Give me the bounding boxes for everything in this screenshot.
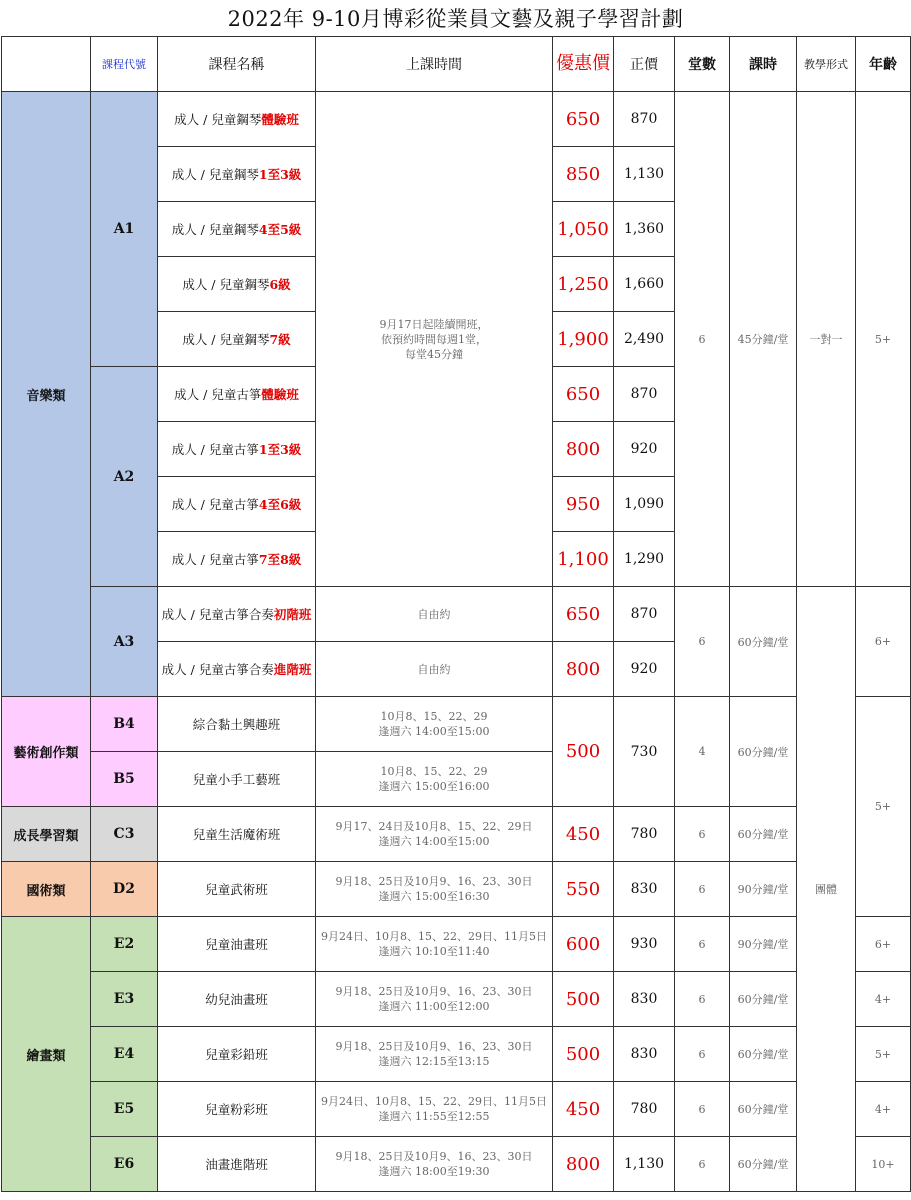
category-music: 音樂類 (2, 92, 91, 697)
age: 6+ (856, 917, 911, 972)
header-lessons: 堂數 (675, 37, 730, 92)
discount-price: 800 (553, 1137, 614, 1192)
regular-price: 2,490 (614, 312, 675, 367)
table-row (2, 92, 911, 147)
duration: 60分鐘/堂 (730, 807, 797, 862)
a3-duration: 60分鐘/堂 (730, 587, 797, 697)
discount-price: 800 (553, 642, 614, 697)
music-format: 一對一 (797, 92, 856, 587)
discount-price: 1,900 (553, 312, 614, 367)
course-code: B4 (91, 697, 158, 752)
course-code: E4 (91, 1027, 158, 1082)
course-code: E6 (91, 1137, 158, 1192)
regular-price: 930 (614, 917, 675, 972)
course-name: 成人 / 兒童鋼琴4至5級 (158, 202, 316, 257)
header-code: 課程代號 (91, 37, 158, 92)
table-row (2, 807, 911, 862)
table-row (2, 1082, 911, 1137)
table-row (2, 972, 911, 1027)
music-lessons: 6 (675, 92, 730, 587)
duration: 60分鐘/堂 (730, 1137, 797, 1192)
code-a3: A3 (91, 587, 158, 697)
header-age: 年齡 (856, 37, 911, 92)
b-duration: 60分鐘/堂 (730, 697, 797, 807)
regular-price: 870 (614, 367, 675, 422)
regular-price: 1,090 (614, 477, 675, 532)
category-martial: 國術類 (2, 862, 91, 917)
table-row (2, 697, 911, 752)
course-name: 成人 / 兒童鋼琴體驗班 (158, 92, 316, 147)
course-time: 9月17、24日及10月8、15、22、29日 逢週六 14:00至15:00 (316, 807, 553, 862)
duration: 90分鐘/堂 (730, 862, 797, 917)
course-time: 9月24日、10月8、15、22、29日、11月5日 逢週六 11:55至12:55 (316, 1082, 553, 1137)
discount-price: 1,050 (553, 202, 614, 257)
regular-price: 1,290 (614, 532, 675, 587)
regular-price: 1,130 (614, 1137, 675, 1192)
b-age: 5+ (856, 697, 911, 917)
lessons: 6 (675, 862, 730, 917)
course-name: 兒童粉彩班 (158, 1082, 316, 1137)
course-time: 9月18、25日及10月9、16、23、30日 逢週六 15:00至16:30 (316, 862, 553, 917)
category-art: 藝術創作類 (2, 697, 91, 807)
regular-price: 830 (614, 862, 675, 917)
table-row (2, 862, 911, 917)
course-name: 兒童彩鉛班 (158, 1027, 316, 1082)
course-time: 自由約 (316, 587, 553, 642)
discount-price: 850 (553, 147, 614, 202)
regular-price: 1,130 (614, 147, 675, 202)
regular-price: 870 (614, 92, 675, 147)
regular-price: 830 (614, 1027, 675, 1082)
table-row (2, 1137, 911, 1192)
discount-price: 1,250 (553, 257, 614, 312)
regular-price: 730 (614, 697, 675, 807)
course-time: 9月24日、10月8、15、22、29日、11月5日 逢週六 10:10至11:40 (316, 917, 553, 972)
course-time: 自由約 (316, 642, 553, 697)
course-name: 成人 / 兒童古箏1至3級 (158, 422, 316, 477)
lessons: 6 (675, 1137, 730, 1192)
regular-price: 830 (614, 972, 675, 1027)
regular-price: 1,360 (614, 202, 675, 257)
music-duration: 45分鐘/堂 (730, 92, 797, 587)
duration: 60分鐘/堂 (730, 1082, 797, 1137)
course-name: 兒童生活魔術班 (158, 807, 316, 862)
course-time: 10月8、15、22、29 逢週六 14:00至15:00 (316, 697, 553, 752)
regular-price: 1,660 (614, 257, 675, 312)
course-code: E3 (91, 972, 158, 1027)
course-name: 兒童油畫班 (158, 917, 316, 972)
table-row (2, 587, 911, 642)
header-format: 教學形式 (797, 37, 856, 92)
course-name: 成人 / 兒童古箏7至8級 (158, 532, 316, 587)
age: 5+ (856, 1027, 911, 1082)
discount-price: 650 (553, 587, 614, 642)
header-name: 課程名稱 (158, 37, 316, 92)
regular-price: 870 (614, 587, 675, 642)
category-painting: 繪畫類 (2, 917, 91, 1192)
course-name: 成人 / 兒童古箏合奏初階班 (158, 587, 316, 642)
duration: 60分鐘/堂 (730, 1027, 797, 1082)
course-code: B5 (91, 752, 158, 807)
discount-price: 450 (553, 1082, 614, 1137)
table-row (2, 1027, 911, 1082)
age: 10+ (856, 1137, 911, 1192)
b-lessons: 4 (675, 697, 730, 807)
discount-price: 950 (553, 477, 614, 532)
table-row (2, 917, 911, 972)
header-price: 正價 (614, 37, 675, 92)
regular-price: 920 (614, 642, 675, 697)
duration: 90分鐘/堂 (730, 917, 797, 972)
lessons: 6 (675, 917, 730, 972)
code-a1: A1 (91, 92, 158, 367)
header-category (2, 37, 91, 92)
header-row (2, 37, 911, 92)
discount-price: 650 (553, 367, 614, 422)
lessons: 6 (675, 1082, 730, 1137)
discount-price: 650 (553, 92, 614, 147)
course-name: 成人 / 兒童古箏體驗班 (158, 367, 316, 422)
lessons: 6 (675, 972, 730, 1027)
course-name: 幼兒油畫班 (158, 972, 316, 1027)
header-discount: 優惠價 (553, 37, 614, 92)
discount-price: 600 (553, 917, 614, 972)
course-time: 9月18、25日及10月9、16、23、30日 逢週六 11:00至12:00 (316, 972, 553, 1027)
header-duration: 課時 (730, 37, 797, 92)
course-code: E2 (91, 917, 158, 972)
discount-price: 500 (553, 1027, 614, 1082)
music-schedule: 9月17日起陸續開班， 依預約時間每週1堂， 每堂45分鐘 (316, 92, 553, 587)
course-time: 10月8、15、22、29 逢週六 15:00至16:00 (316, 752, 553, 807)
lessons: 6 (675, 1027, 730, 1082)
regular-price: 780 (614, 807, 675, 862)
discount-price: 500 (553, 697, 614, 807)
course-name: 成人 / 兒童鋼琴7級 (158, 312, 316, 367)
course-name: 兒童小手工藝班 (158, 752, 316, 807)
course-name: 兒童武術班 (158, 862, 316, 917)
discount-price: 1,100 (553, 532, 614, 587)
lessons: 6 (675, 807, 730, 862)
music-age: 5+ (856, 92, 911, 587)
regular-price: 780 (614, 1082, 675, 1137)
a3-lessons: 6 (675, 587, 730, 697)
category-growth: 成長學習類 (2, 807, 91, 862)
course-code: D2 (91, 862, 158, 917)
course-name: 成人 / 兒童鋼琴6級 (158, 257, 316, 312)
age: 4+ (856, 972, 911, 1027)
course-table (1, 36, 911, 1192)
duration: 60分鐘/堂 (730, 972, 797, 1027)
course-code: E5 (91, 1082, 158, 1137)
course-time: 9月18、25日及10月9、16、23、30日 逢週六 12:15至13:15 (316, 1027, 553, 1082)
discount-price: 450 (553, 807, 614, 862)
discount-price: 550 (553, 862, 614, 917)
course-time: 9月18、25日及10月9、16、23、30日 逢週六 18:00至19:30 (316, 1137, 553, 1192)
course-name: 綜合黏土興趣班 (158, 697, 316, 752)
group-format: 團體 (797, 587, 856, 1192)
code-a2: A2 (91, 367, 158, 587)
course-name: 成人 / 兒童鋼琴1至3級 (158, 147, 316, 202)
course-name: 油畫進階班 (158, 1137, 316, 1192)
page-title: 2022年 9-10月博彩從業員文藝及親子學習計劃 (227, 7, 684, 31)
a3-age: 6+ (856, 587, 911, 697)
regular-price: 920 (614, 422, 675, 477)
course-code: C3 (91, 807, 158, 862)
header-time: 上課時間 (316, 37, 553, 92)
age: 4+ (856, 1082, 911, 1137)
discount-price: 500 (553, 972, 614, 1027)
course-name: 成人 / 兒童古箏合奏進階班 (158, 642, 316, 697)
discount-price: 800 (553, 422, 614, 477)
course-name: 成人 / 兒童古箏4至6級 (158, 477, 316, 532)
